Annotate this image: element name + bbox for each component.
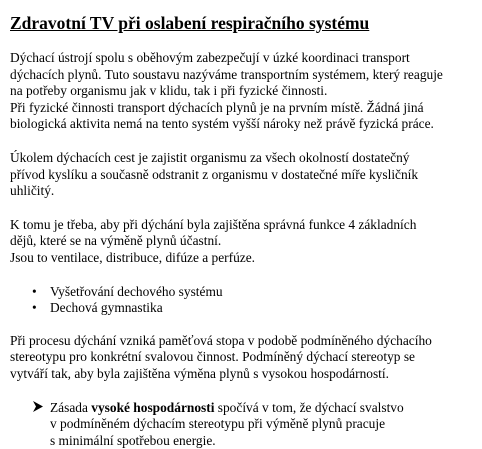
arrow-item-bold: vysoké hospodárnosti (91, 400, 214, 415)
bullet-dot-icon: • (32, 300, 37, 317)
paragraph-line: vytváří tak, aby byla zajištěna výměna plynů s vysokou hospodárností. (10, 366, 472, 383)
bullet-item (32, 284, 472, 301)
arrow-right-icon (32, 400, 44, 417)
paragraph-line: stereotypu pro konkrétní svalovou činnost. Podmíněný dýchací stereotyp se (10, 349, 472, 366)
arrow-list (10, 400, 472, 449)
paragraph-line: Úkolem dýchacích cest je zajistit organismu za všech okolností dostatečný (10, 150, 472, 167)
paragraph-line: Jsou to ventilace, distribuce, difúze a perfúze. (10, 250, 472, 267)
paragraph-line: dějů, které se na výměně plynů účastní. (10, 233, 472, 250)
bullet-item-label: Vyšetřování dechového systému (50, 284, 223, 299)
paragraph-3 (10, 217, 472, 267)
arrow-item-line (50, 400, 472, 417)
paragraph-line: Dýchací ústrojí spolu s oběhovým zabezpečují v úzké koordinaci transport (10, 50, 472, 67)
arrow-item-line: s minimální spotřebou energie. (50, 433, 472, 449)
arrow-item-suffix: spočívá v tom, že dýchací svalstvo (214, 400, 403, 415)
paragraph-2 (10, 150, 472, 200)
paragraph-line: na potřeby organismu jak v klidu, tak i při fyzické činnosti. (10, 83, 472, 100)
paragraph-line: dýchacích plynů. Tuto soustavu nazýváme transportním systémem, který reaguje (10, 67, 472, 84)
paragraph-line: biologická aktivita nemá na tento systém vyšší nároky než právě fyzická práce. (10, 116, 472, 133)
paragraph-line: přívod kyslíku a současně odstranit z organismu v dostatečné míře kysličník (10, 167, 472, 184)
paragraph-line: Při fyzické činnosti transport dýchacích plynů je na prvním místě. Žádná jiná (10, 100, 472, 117)
bullet-item-label: Dechová gymnastika (50, 300, 163, 315)
bullet-dot-icon: • (32, 284, 37, 301)
paragraph-line: uhličitý. (10, 183, 472, 200)
paragraph-line: K tomu je třeba, aby při dýchání byla zajištěna správná funkce 4 základních (10, 217, 472, 234)
document-page (10, 12, 472, 449)
document-title: Zdravotní TV při oslabení respiračního systému (10, 12, 472, 34)
arrow-item-prefix: Zásada (50, 400, 91, 415)
paragraph-1 (10, 50, 472, 133)
paragraph-line: Při procesu dýchání vzniká paměťová stopa v podobě podmíněného dýchacího (10, 333, 472, 350)
arrow-item (32, 400, 472, 449)
bullet-item (32, 300, 472, 317)
arrow-item-line: v podmíněném dýchacím stereotypu při výměně plynů pracuje (50, 416, 472, 433)
paragraph-4 (10, 333, 472, 383)
bullet-list (10, 284, 472, 317)
